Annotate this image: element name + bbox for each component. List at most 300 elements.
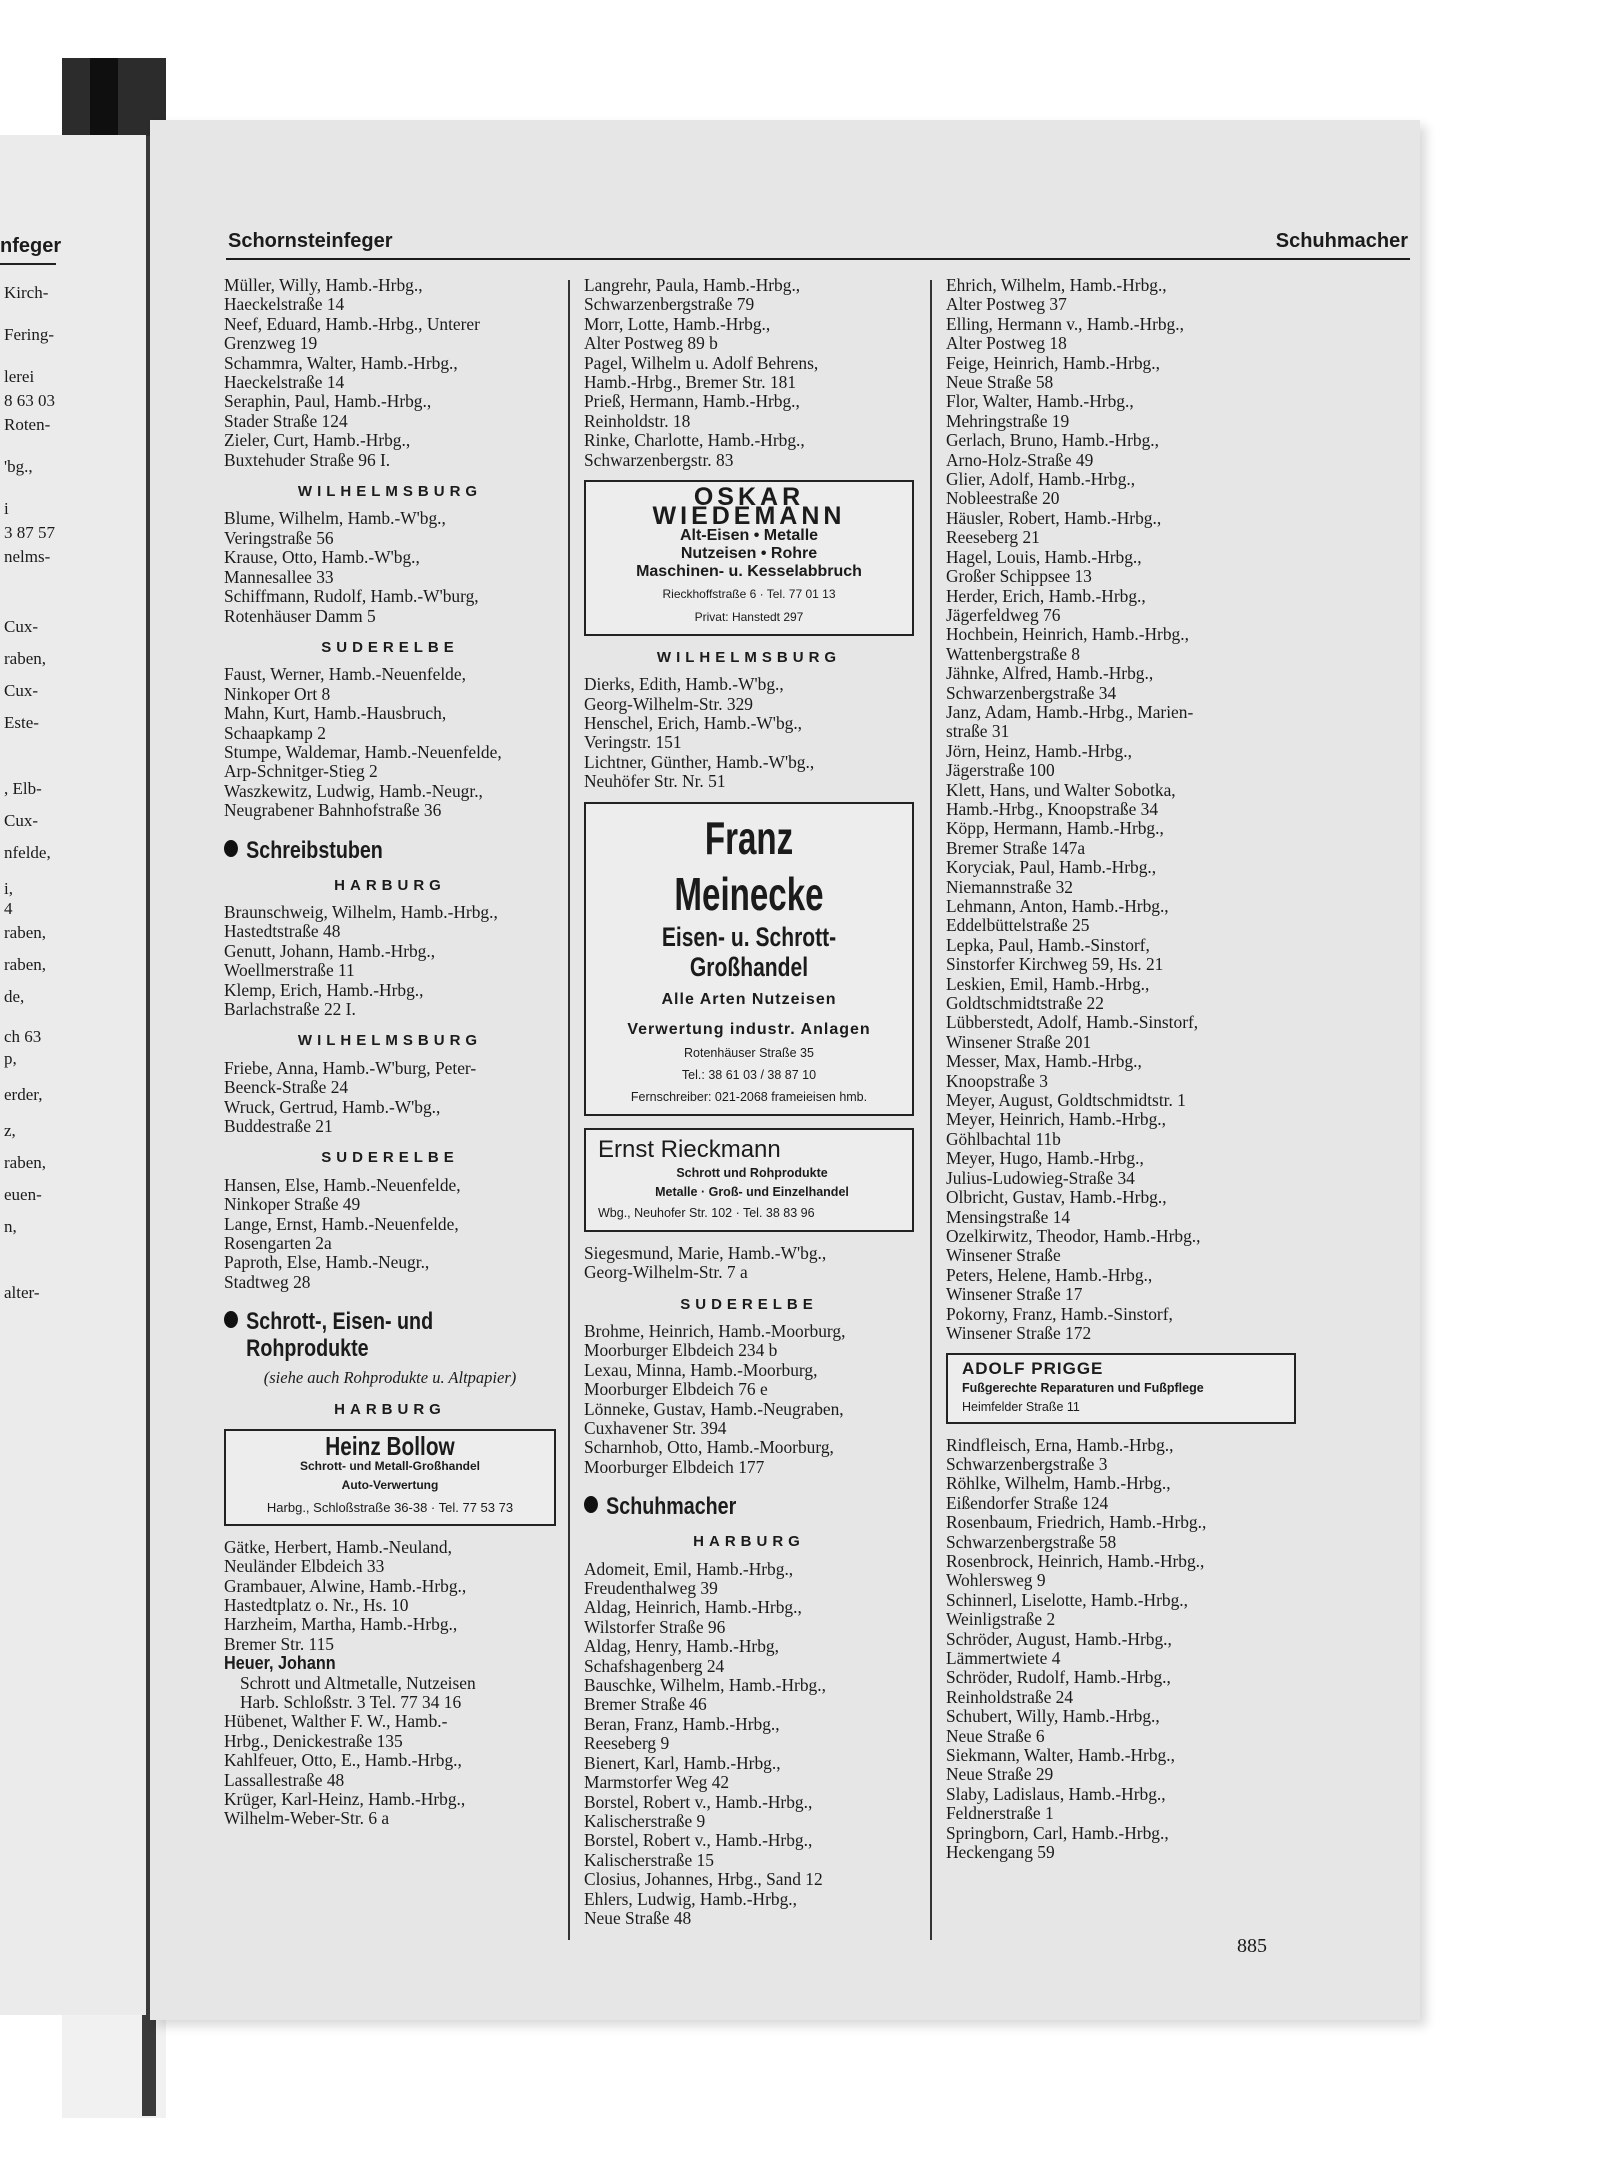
directory-entry [584,1754,914,1793]
entry-address: Winsener Straße 201 [946,1031,1092,1052]
ad-address: Harbg., Schloßstraße 36-38 · Tel. 77 53 73 [266,1500,514,1516]
section-note: (siehe auch Rohprodukte u. Altpapier) [263,1368,517,1388]
left-page-line: euen- [4,1185,42,1204]
directory-entry [224,1751,556,1790]
ad-address: Rieckhoffstraße 6 · Tel. 77 01 13 [662,586,836,601]
entry-name: Feige, Heinrich, Hamb.-Hrbg., [946,352,1160,373]
entry-name: Borstel, Robert v., Hamb.-Hrbg., [584,1830,813,1851]
directory-entry [224,743,556,782]
entry-name: Waszkewitz, Ludwig, Hamb.-Neugr., [224,780,483,801]
section-heading-text: Rohprodukte [246,1335,369,1363]
entry-name: Gerlach, Bruno, Hamb.-Hrbg., [946,430,1159,451]
entry-name: Prieß, Hermann, Hamb.-Hrbg., [584,391,800,412]
directory-entry [224,276,556,315]
section-heading-line [224,837,496,864]
directory-entry [946,819,1296,858]
header-right: Schuhmacher [1275,230,1408,252]
directory-entry [584,315,914,354]
directory-entry [946,354,1296,393]
entry-name: Morr, Lotte, Hamb.-Hrbg., [584,313,771,334]
entry-address: Georg-Wilhelm-Str. 7 a [584,1262,748,1283]
directory-entry [946,587,1296,626]
entry-address: Freudenthalweg 39 [584,1578,718,1599]
entry-address: Lämmertwiete 4 [946,1648,1061,1669]
entry-address: Buxtehuder Straße 96 I. [224,449,391,470]
entry-address: Woellmerstraße 11 [224,960,355,981]
directory-entry [224,1215,556,1254]
directory-entry [946,1513,1296,1552]
entry-name: Schammra, Walter, Hamb.-Hrbg., [224,352,458,373]
entry-address: Alter Postweg 37 [946,294,1067,315]
entry-address: Marmstorfer Weg 42 [584,1772,730,1793]
entry-name: Lepka, Paul, Hamb.-Sinstorf, [946,934,1150,955]
entry-name: Hochbein, Heinrich, Hamb.-Hrbg., [946,624,1189,645]
ad-address: Heimfelder Straße 11 [962,1400,1080,1415]
directory-entry [224,587,556,626]
directory-entry [224,1059,556,1098]
district-heading: SUDERELBE [321,638,459,656]
ad-line: Schrott und Rohprodukte [676,1165,828,1180]
directory-entry [946,1266,1296,1305]
entry-address: Weinligstraße 2 [946,1609,1056,1630]
entry-name: Messer, Max, Hamb.-Hrbg., [946,1051,1142,1072]
entry-address: Barlachstraße 22 I. [224,999,356,1019]
directory-entry [224,1712,556,1751]
entry-address: Neue Straße 6 [946,1725,1045,1746]
ad-line: Auto-Verwertung [341,1477,439,1492]
entry-address: Ninkoper Straße 49 [224,1194,361,1215]
entry-address: Haeckelstraße 14 [224,372,345,393]
entry-address: Bremer Straße 147a [946,837,1086,858]
directory-entry [946,315,1296,354]
directory-entry [946,1052,1296,1091]
bullet-icon [224,1311,238,1328]
entry-name: Flor, Walter, Hamb.-Hrbg., [946,391,1134,412]
entry-name: Häusler, Robert, Hamb.-Hrbg., [946,507,1162,528]
entry-address: Schwarzenbergstraße 34 [946,682,1117,703]
entry-name: Zieler, Curt, Hamb.-Hrbg., [224,430,411,451]
entry-name: Aldag, Henry, Hamb.-Hrbg, [584,1636,779,1657]
directory-entry [224,782,556,821]
entry-address: Hrbg., Denickestraße 135 [224,1730,403,1751]
entry-address: Alter Postweg 89 b [584,333,718,354]
left-page-line: 3 87 57 [4,523,55,542]
entry-address: Neuländer Elbdeich 33 [224,1556,385,1577]
left-page-line: raben, [4,955,47,974]
header-left: Schornsteinfeger [228,230,393,252]
directory-entry [584,1715,914,1754]
entry-address: Veringstr. 151 [584,732,682,753]
district-heading: SUDERELBE [321,1149,459,1167]
entry-name: Stumpe, Waldemar, Hamb.-Neuenfelde, [224,741,502,762]
advertisement [584,802,914,1116]
entry-name: Peters, Helene, Hamb.-Hrbg., [946,1264,1153,1285]
entry-address: Mehringstraße 19 [946,410,1070,431]
entry-address: Schaapkamp 2 [224,722,326,743]
left-page-line: Fering- [4,325,55,344]
entry-name: Meyer, August, Goldtschmidtstr. 1 [946,1090,1186,1111]
district-heading: WILHELMSBURG [297,483,483,501]
entry-address: Eißendorfer Straße 124 [946,1492,1109,1513]
left-page-rule [0,263,56,265]
entry-name: Kahlfeuer, Otto, E., Hamb.-Hrbg., [224,1750,462,1771]
directory-entry [946,1552,1296,1591]
entry-address: Hastedtplatz o. Nr., Hs. 10 [224,1594,409,1615]
directory-entry [224,1790,556,1829]
left-page-line: alter- [4,1283,40,1302]
entry-name: Schröder, Rudolf, Hamb.-Hrbg., [946,1667,1171,1688]
entry-name: Meyer, Hugo, Hamb.-Hrbg., [946,1148,1144,1169]
entry-name: Röhlke, Wilhelm, Hamb.-Hrbg., [946,1473,1171,1494]
entry-address: Schwarzenbergstraße 79 [584,294,755,315]
left-page-line: p, [4,1049,17,1068]
entry-address: Wilstorfer Straße 96 [584,1616,726,1637]
entry-name: Olbricht, Gustav, Hamb.-Hrbg., [946,1187,1167,1208]
entry-address: Moorburger Elbdeich 76 e [584,1379,768,1400]
left-page-line: 8 63 03 [4,391,55,410]
directory-entry [946,664,1296,703]
entry-address: Schwarzenbergstraße 3 [946,1453,1108,1474]
ad-address: Rotenhäuser Straße 35 [684,1045,814,1060]
directory-entry [946,625,1296,664]
directory-entry [224,1577,556,1616]
entry-address: Ninkoper Ort 8 [224,683,331,704]
left-page-line: , Elb- [4,779,42,798]
entry-name: Lichtner, Günther, Hamb.-W'bg., [584,751,815,772]
left-page-line: raben, [4,1153,47,1172]
directory-entry [584,1870,914,1889]
ad-line: Alt-Eisen • Metalle [679,526,819,544]
directory-entry [584,675,914,714]
entry-name: Köpp, Hermann, Hamb.-Hrbg., [946,818,1164,839]
entry-address: Reinholdstraße 24 [946,1686,1074,1707]
directory-entry [946,1591,1296,1630]
directory-entry [224,431,556,470]
featured-entry-line: Schrott und Altmetalle, Nutzeisen [240,1672,476,1693]
directory-entry [946,1091,1296,1110]
header-rule [226,258,1410,260]
left-page-line: n, [4,1217,17,1236]
entry-name: Schröder, August, Hamb.-Hrbg., [946,1628,1172,1649]
entry-name: Rinke, Charlotte, Hamb.-Hrbg., [584,430,805,451]
entry-name: Koryciak, Paul, Hamb.-Hrbg., [946,857,1157,878]
entry-name: Langrehr, Paula, Hamb.-Hrbg., [584,275,801,295]
entry-name: Wruck, Gertrud, Hamb.-W'bg., [224,1096,441,1117]
entry-address: Göhlbachtal 11b [946,1128,1061,1149]
entry-address: Neuhöfer Str. Nr. 51 [584,771,726,792]
directory-entry [946,897,1296,936]
directory-entry [946,470,1296,509]
entry-address: Arno-Holz-Straße 49 [946,449,1094,470]
directory-entry [946,1149,1296,1188]
ad-line: Metalle · Groß- und Einzelhandel [655,1184,849,1199]
directory-entry [946,1013,1296,1052]
district-heading: HARBURG [693,1533,805,1551]
entry-address: Nobleestraße 20 [946,488,1060,509]
directory-entry [946,742,1296,781]
entry-name: Jähnke, Alfred, Hamb.-Hrbg., [946,663,1154,684]
entry-name: Lange, Ernst, Hamb.-Neuenfelde, [224,1213,459,1234]
entry-address: Haeckelstraße 14 [224,294,345,315]
entry-name: Ehrich, Wilhelm, Hamb.-Hrbg., [946,275,1167,295]
entry-name: Jörn, Heinz, Hamb.-Hrbg., [946,740,1132,761]
entry-name: Leskien, Emil, Hamb.-Hrbg., [946,973,1150,994]
entry-name: Schinnerl, Liselotte, Hamb.-Hrbg., [946,1589,1188,1610]
entry-address: Kalischerstraße 9 [584,1810,706,1831]
directory-entry [584,1676,914,1715]
ad-line: Fußgerechte Reparaturen und Fußpflege [962,1380,1204,1395]
directory-entry [584,276,914,315]
directory-entry [946,509,1296,548]
left-page-fragment [0,135,146,2015]
directory-entry [584,1831,914,1870]
entry-name: Harzheim, Martha, Hamb.-Hrbg., [224,1614,458,1635]
directory-entry [946,1474,1296,1513]
section-heading-line [224,1308,496,1335]
entry-name: Hagel, Louis, Hamb.-Hrbg., [946,546,1142,567]
entry-name: Ozelkirwitz, Theodor, Hamb.-Hrbg., [946,1225,1201,1246]
ad-title: Heinz Bollow [325,1431,455,1462]
ad-address: Tel.: 38 61 03 / 38 87 10 [681,1067,817,1082]
directory-entry [946,276,1296,315]
section-heading [224,1308,496,1362]
directory-entry [584,1438,914,1477]
directory-entry [224,509,556,548]
entry-address: Feldnerstraße 1 [946,1803,1054,1824]
directory-entry [946,936,1296,975]
ad-title: ADOLF PRIGGE [962,1359,1104,1379]
district-heading: HARBURG [334,1400,446,1418]
left-page-line: Roten- [4,415,51,434]
entry-name: Adomeit, Emil, Hamb.-Hrbg., [584,1558,794,1579]
entry-name: Krüger, Karl-Heinz, Hamb.-Hrbg., [224,1789,466,1809]
entry-name: Scharnhob, Otto, Hamb.-Moorburg, [584,1437,834,1458]
entry-name: Grambauer, Alwine, Hamb.-Hrbg., [224,1575,467,1596]
entry-address: Beenck-Straße 24 [224,1077,349,1098]
entry-name: Glier, Adolf, Hamb.-Hrbg., [946,469,1136,490]
page-number: 885 [1237,1935,1267,1957]
district-heading: WILHELMSBURG [656,648,842,666]
entry-name: Mahn, Kurt, Hamb.-Hausbruch, [224,703,447,724]
directory-entry [224,548,556,587]
entry-name: Hansen, Else, Hamb.-Neuenfelde, [224,1174,461,1195]
directory-entry [584,1598,914,1637]
entry-address: Cuxhavener Str. 394 [584,1418,727,1438]
entry-name: Pagel, Wilhelm u. Adolf Behrens, [584,352,819,373]
binding-slit [90,58,118,136]
advertisement [946,1353,1296,1423]
entry-address: Winsener Straße 172 [946,1322,1092,1343]
left-page-line: ch 63 [4,1027,42,1046]
entry-address: Winsener Straße [946,1245,1061,1266]
featured-entry-line: Harb. Schloßstr. 3 Tel. 77 34 16 [240,1691,462,1712]
entry-address: Schwarzenbergstr. 83 [584,449,734,470]
directory-entry [584,1361,914,1400]
ad-line: Schrott- und Metall-Großhandel [300,1458,480,1473]
entry-address: Bremer Straße 46 [584,1694,707,1715]
entry-name: Lönneke, Gustav, Hamb.-Neugraben, [584,1398,844,1419]
entry-name: Meyer, Heinrich, Hamb.-Hrbg., [946,1109,1166,1130]
entry-name: Borstel, Robert v., Hamb.-Hrbg., [584,1791,813,1812]
entry-name: Gätke, Herbert, Hamb.-Neuland, [224,1536,452,1557]
directory-entry [584,1890,914,1929]
entry-address: Hastedtstraße 48 [224,921,341,942]
entry-address: Rotenhäuser Damm 5 [224,605,376,626]
section-heading-line [584,1493,855,1520]
entry-address: Kalischerstraße 15 [584,1849,714,1870]
ad-line: Maschinen- u. Kesselabbruch [636,562,862,580]
entry-name: Janz, Adam, Hamb.-Hrbg., Marien- [946,701,1194,722]
ad-address: Fernschreiber: 021-2068 frameieisen hmb. [630,1089,868,1104]
entry-address: Eddelbüttelstraße 25 [946,915,1090,936]
ad-title: Franz Meinecke [674,811,824,920]
directory-entry [946,1305,1296,1344]
entry-name: Lübberstedt, Adolf, Hamb.-Sinstorf, [946,1012,1199,1033]
left-page-line: z, [4,1121,16,1140]
entry-name: Brohme, Heinrich, Hamb.-Moorburg, [584,1320,846,1341]
entry-name: Schubert, Willy, Hamb.-Hrbg., [946,1706,1160,1727]
left-page-line: raben, [4,649,47,668]
entry-name: Aldag, Heinrich, Hamb.-Hrbg., [584,1597,802,1618]
entry-address: Knoopstraße 3 [946,1070,1048,1091]
directory-entry [946,781,1296,820]
directory-entry [946,431,1296,470]
entry-name: Neef, Eduard, Hamb.-Hrbg., Unterer [224,313,480,334]
entry-name: Pokorny, Franz, Hamb.-Sinstorf, [946,1303,1173,1324]
entry-name: Müller, Willy, Hamb.-Hrbg., [224,275,423,295]
entry-address: Veringstraße 56 [224,527,334,548]
bullet-icon [224,840,238,857]
entry-address: Goldtschmidtstraße 22 [946,993,1104,1014]
entry-address: Rosengarten 2a [224,1233,332,1254]
directory-entry [224,665,556,704]
entry-address: Jägerfeldweg 76 [946,604,1061,625]
entry-name: Klett, Hans, und Walter Sobotka, [946,779,1176,800]
directory-entry [224,981,556,1020]
entry-name: Slaby, Ladislaus, Hamb.-Hrbg., [946,1783,1166,1804]
entry-address: Neue Straße 29 [946,1764,1054,1785]
section-heading-text: Schreibstuben [246,836,383,864]
entry-address: Moorburger Elbdeich 234 b [584,1340,778,1361]
advertisement [584,480,914,636]
left-page-line: 4 [4,899,13,918]
entry-address: Niemannstraße 32 [946,876,1074,897]
left-page-line: Kirch- [4,283,49,302]
entry-address: Jägerstraße 100 [946,760,1055,781]
left-page-line: Cux- [4,617,38,636]
featured-entry-name: Heuer, Johann [224,1653,336,1674]
left-page-line: de, [4,987,25,1006]
section-heading [584,1493,855,1520]
directory-entry [224,392,556,431]
ad-line: Nutzeisen • Rohre [680,544,818,562]
entry-name: Paproth, Else, Hamb.-Neugr., [224,1252,430,1273]
entry-name: Lexau, Minna, Hamb.-Moorburg, [584,1359,818,1380]
entry-address: Wohlersweg 9 [946,1570,1046,1591]
directory-entry [584,1244,914,1283]
entry-address: Arp-Schnitger-Stieg 2 [224,761,378,782]
entry-name: Hübenet, Walther F. W., Hamb.- [224,1711,448,1732]
directory-entry [224,1253,556,1292]
entry-name: Springborn, Carl, Hamb.-Hrbg., [946,1822,1169,1843]
entry-address: Julius-Ludowieg-Straße 34 [946,1167,1135,1188]
directory-entry [224,1615,556,1654]
left-page-title: nfeger [0,235,62,257]
ad-line: Alle Arten Nutzeisen [661,990,837,1008]
entry-name: Rosenbaum, Friedrich, Hamb.-Hrbg., [946,1512,1207,1533]
column-divider [930,280,932,1940]
district-heading: HARBURG [334,876,446,894]
entry-address: Großer Schippsee 13 [946,566,1092,587]
directory-entry [584,354,914,393]
directory-entry [224,942,556,981]
bullet-icon [584,1496,598,1513]
entry-address: Mannesallee 33 [224,566,334,587]
directory-entry [946,975,1296,1014]
entry-address: Neugrabener Bahnhofstraße 36 [224,800,442,821]
ad-subtitle: Eisen- u. Schrott-Großhandel [661,921,837,982]
left-page-line: i, [4,879,13,898]
directory-entry [224,315,556,354]
directory-entry [946,1707,1296,1746]
entry-address: Winsener Straße 17 [946,1284,1083,1305]
entry-address: Moorburger Elbdeich 177 [584,1456,765,1477]
section-heading-text: Schrott-, Eisen- und [246,1308,434,1336]
directory-entry [584,714,914,753]
entry-name: Siegesmund, Marie, Hamb.-W'bg., [584,1242,827,1263]
entry-name: Herder, Erich, Hamb.-Hrbg., [946,585,1146,606]
entry-name: Bauschke, Wilhelm, Hamb.-Hrbg., [584,1675,826,1696]
entry-address: Schafshagenberg 24 [584,1655,725,1676]
entry-address: Heckengang 59 [946,1842,1055,1863]
directory-entry [584,1637,914,1676]
entry-address: Hamb.-Hrbg., Bremer Str. 181 [584,372,797,393]
directory-entry [224,354,556,393]
entry-address: Neue Straße 58 [946,372,1054,393]
column-3 [946,276,1296,1863]
featured-entry [224,1654,556,1712]
entry-name: Beran, Franz, Hamb.-Hrbg., [584,1713,780,1734]
directory-page [150,120,1420,2020]
entry-name: Faust, Werner, Hamb.-Neuenfelde, [224,664,466,685]
column-2 [584,276,914,1928]
entry-name: Klemp, Erich, Hamb.-Hrbg., [224,979,424,1000]
left-page-line: raben, [4,923,47,942]
entry-name: Rosenbrock, Heinrich, Hamb.-Hrbg., [946,1551,1205,1571]
section-heading-line [224,1335,496,1362]
ad-title: OSKAR WIEDEMANN [652,483,846,531]
entry-address: Buddestraße 21 [224,1116,333,1137]
entry-name: Seraphin, Paul, Hamb.-Hrbg., [224,391,432,412]
directory-entry [584,1793,914,1832]
advertisement [584,1128,914,1232]
entry-address: Schwarzenbergstraße 58 [946,1531,1117,1552]
entry-address: straße 31 [946,721,1010,742]
entry-name: Bienert, Karl, Hamb.-Hrbg., [584,1752,781,1773]
entry-address: Georg-Wilhelm-Str. 329 [584,693,753,714]
entry-name: Krause, Otto, Hamb.-W'bg., [224,547,420,568]
directory-entry [946,548,1296,587]
entry-address: Bremer Str. 115 [224,1633,334,1654]
left-page-line: erder, [4,1085,43,1104]
directory-entry [224,1538,556,1577]
ad-line: Verwertung industr. Anlagen [627,1020,871,1038]
district-heading: SUDERELBE [680,1295,818,1313]
entry-name: Elling, Hermann v., Hamb.-Hrbg., [946,313,1184,334]
entry-name: Genutt, Johann, Hamb.-Hrbg., [224,940,436,961]
directory-entry [224,903,556,942]
left-page-line: nfelde, [4,843,51,862]
